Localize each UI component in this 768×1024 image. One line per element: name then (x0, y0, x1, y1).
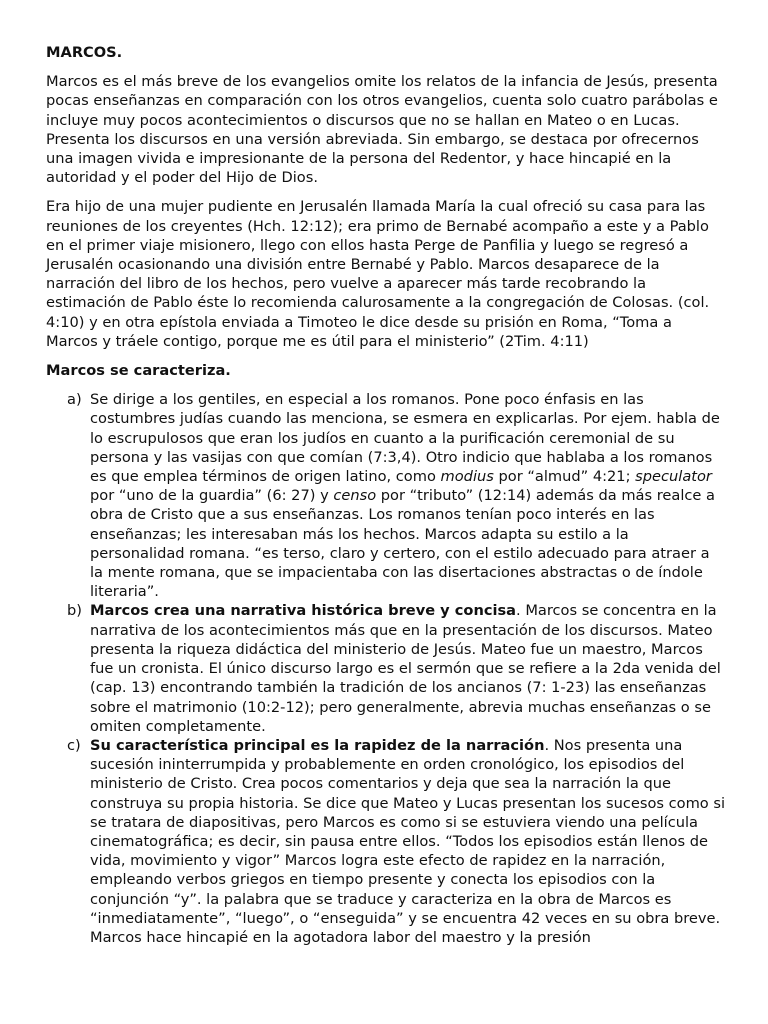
characteristics-list (46, 390, 726, 947)
list-marker: c) (67, 736, 81, 754)
text-segment: por “uno de la guardia” (6: 27) y (90, 487, 334, 505)
document-page (46, 43, 726, 947)
document-title: MARCOS. (46, 44, 123, 61)
text-segment: modius (440, 468, 494, 486)
list-marker: b) (67, 602, 82, 620)
list-item (46, 601, 726, 735)
list-item-text (90, 391, 720, 600)
text-segment: por “tributo” (12:14) además da más realce a obra de Cristo que a sus enseñanzas. Los romanos tenían poco interés en las enseñanzas; les interesaban más los hechos. Marcos adapta su estilo a la personalidad romana. “es terso, claro y certero, con el estilo adecuado para atraer a la mente romana, que se impacientaba con las disertaciones abstractas o de índole literaria”. (90, 487, 715, 601)
list-item (46, 390, 726, 601)
intro-paragraph-2: Era hijo de una mujer pudiente en Jerusalén llamada María la cual ofreció su casa para las reuniones de los creyentes (Hch. 12:12); era primo de Bernabé acompaño a este y a Pablo en el primer viaje misionero, llego con ellos hasta Perge de Panfilia y luego se regresó a Jerusalén ocasionando una división entre Bernabé y Pablo. Marcos desaparece de la narración del libro de los hechos, pero vuelve a aparecer más tarde recobrando la estimación de Pablo éste lo recomienda calurosamente a la congregación de Colosas. (col. 4:10) y en otra epístola enviada a Timoteo le dice desde su prisión en Roma, “Toma a Marcos y tráele contigo, porque me es útil para el ministerio” (2Tim. 4:11) (46, 198, 710, 350)
list-item-text (90, 737, 725, 946)
section-heading: Marcos se caracteriza. (46, 362, 231, 380)
text-segment: . Nos presenta una sucesión ininterrumpida y probablemente en orden cronológico, los episodios del ministerio de Cristo. Crea pocos comentarios y deja que sea la narración la que construya su propia historia. Se dice que Mateo y Lucas presentan los sucesos como si se tratara de diapositivas, pero Marcos es como si se estuviera viendo una película cinematográfica; es decir, sin pausa entre ellos. “Todos los episodios están llenos de vida, movimiento y vigor” Marcos logra este efecto de rapidez en la narración, empleando verbos griegos en tiempo presente y conecta los episodios con la conjunción “y”. la palabra que se traduce y caracteriza en la obra de Marcos es “inmediatamente”, “luego”, o “enseguida” y se encuentra 42 veces en su obra breve. Marcos hace hincapié en la agotadora labor del maestro y la presión (90, 736, 726, 946)
list-item (46, 736, 726, 947)
text-segment: . Marcos se concentra en la narrativa de los acontecimientos más que en la presentación de los discursos. Mateo presenta la riqueza didáctica del ministerio de Jesús. Mateo fue un maestro, Marcos fue un cronista. El único discurso largo es el sermón que se refiere a la 2da venida del (cap. 13) encontrando también la tradición de los ancianos (7: 1-23) las enseñanzas sobre el matrimonio (10:2-12); pero generalmente, abrevia muchas enseñanzas o se omiten completamente. (90, 602, 721, 735)
intro-paragraph-1: Marcos es el más breve de los evangelios omite los relatos de la infancia de Jesús, presenta pocas enseñanzas en comparación con los otros evangelios, cuenta solo cuatro parábolas e incluye muy pocos acontecimientos o discursos que no se hallan en Mateo o en Lucas. Presenta los discursos en una versión abreviada. Sin embargo, se destaca por ofrecernos una imagen vivida e impresionante de la persona del Redentor, y hace hincapié en la autoridad y el poder del Hijo de Dios. (46, 73, 718, 187)
text-segment: por “almud” 4:21; (493, 468, 636, 486)
text-segment: Marcos crea una narrativa histórica breve y concisa (90, 602, 517, 620)
text-segment: speculator (635, 468, 712, 486)
list-marker: a) (67, 391, 82, 409)
text-segment: Se dirige a los gentiles, en especial a los romanos. Pone poco énfasis en las costumbres judías cuando las menciona, se esmera en explicarlas. Por ejem. habla de lo escrupulosos que eran los judíos en cuanto a la purificación ceremonial de su persona y las vasijas con que comían (7:3,4). Otro indicio que hablaba a los romanos es que emplea términos de origen latino, como (90, 391, 720, 486)
text-segment: censo (333, 487, 377, 505)
list-item-text (90, 602, 721, 734)
text-segment: Su característica principal es la rapidez de la narración (90, 736, 545, 754)
